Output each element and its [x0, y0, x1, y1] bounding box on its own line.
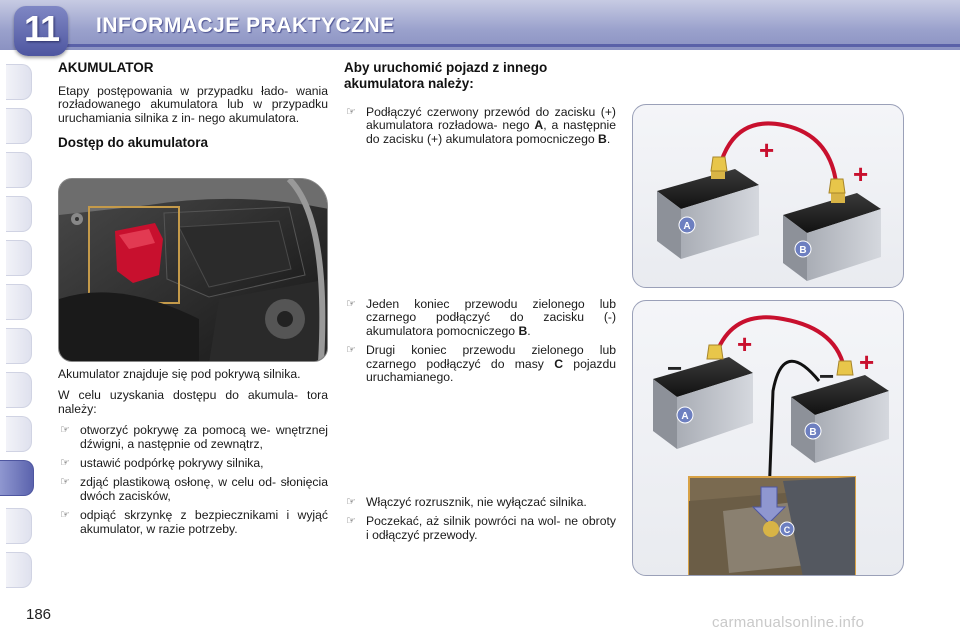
header-underline [60, 44, 960, 47]
section-title: AKUMULATOR [58, 60, 154, 75]
minus-sign: − [819, 361, 835, 391]
side-tab-11-active[interactable] [0, 460, 34, 496]
side-tab-1[interactable] [6, 64, 32, 100]
list-item: ☞ otworzyć pokrywę za pomocą we- wnętrznej dźwigni, a następnie od zewnątrz, [60, 423, 328, 451]
access-steps-list [58, 424, 328, 536]
ground-point-inset [689, 477, 855, 576]
figure-red-cable [632, 104, 904, 288]
label-b: B [809, 427, 817, 438]
access-title: Dostęp do akumulatora [58, 135, 209, 151]
label-a: A [683, 221, 691, 232]
chapter-side-tabs [0, 64, 34, 584]
hand-pointer-icon: ☞ [346, 496, 356, 508]
hand-pointer-icon: ☞ [60, 457, 70, 470]
battery-diagram-1 [633, 105, 904, 288]
side-tab-12[interactable] [6, 508, 32, 544]
battery-a [657, 167, 759, 259]
left-column-lower [58, 368, 328, 542]
watermark: carmanualsonline.info [712, 614, 865, 631]
side-tab-8[interactable] [6, 372, 32, 408]
engine-bay-illustration [59, 179, 328, 362]
chapter-number: 11 [23, 8, 59, 49]
intro-text: Etapy postępowania w przypadku łado- wania rozładowanego akumulatora lub w przypadku uruchamiania silnika z in- nego akumulatora. [58, 84, 328, 125]
list-item: ☞ Drugi koniec przewodu zielonego lub czarnego podłączyć do masy C pojazdu uruchamianego. [346, 343, 617, 385]
plus-sign: + [853, 159, 869, 189]
plus-sign: + [737, 329, 753, 359]
left-column [58, 60, 328, 160]
battery-b [791, 375, 889, 463]
clamp-a-icon [711, 157, 727, 171]
jump-steps-list-3 [344, 496, 616, 542]
figure-ground-cable [632, 300, 904, 576]
label-a: A [681, 411, 689, 422]
jump-start-title: Aby uruchomić pojazd z innego akumulatora należy: [344, 60, 548, 91]
middle-block-2 [344, 298, 616, 390]
side-tab-4[interactable] [6, 196, 32, 232]
jump-steps-list-2 [344, 298, 616, 384]
plus-sign: + [759, 135, 775, 165]
battery-b [783, 191, 881, 281]
battery-diagram-2 [633, 301, 904, 576]
hand-pointer-icon: ☞ [346, 344, 356, 357]
page-number: 186 [26, 606, 52, 623]
hand-pointer-icon: ☞ [346, 106, 356, 118]
jump-steps-list-1 [344, 106, 616, 146]
side-tab-6[interactable] [6, 284, 32, 320]
access-intro-text: W celu uzyskania dostępu do akumula- tora należy: [58, 388, 328, 416]
list-item: ☞ Jeden koniec przewodu zielonego lub czarnego podłączyć do zacisku (-) akumulatora pomocniczego B. [346, 297, 616, 338]
list-item: ☞ Podłączyć czerwony przewód do zacisku (+) akumulatora rozładowa- nego A, a następnie do zacisku (+) akumulatora pomocniczego B. [346, 105, 617, 146]
clamp-b-icon [829, 179, 845, 193]
hand-pointer-icon: ☞ [60, 424, 70, 437]
list-item: ☞ Poczekać, aż silnik powróci na wol- ne obroty i odłączyć przewody. [346, 514, 616, 542]
battery-location-text: Akumulator znajduje się pod pokrywą silnika. [58, 367, 301, 381]
side-tab-9[interactable] [6, 416, 32, 452]
hand-pointer-icon: ☞ [346, 515, 356, 528]
middle-column [344, 60, 616, 152]
side-tab-13[interactable] [6, 552, 32, 588]
side-tab-5[interactable] [6, 240, 32, 276]
middle-block-3 [344, 496, 616, 548]
list-item: ☞ Włączyć rozrusznik, nie wyłączać silnika. [346, 495, 587, 509]
hand-pointer-icon: ☞ [60, 476, 70, 489]
label-b: B [799, 245, 807, 256]
hand-pointer-icon: ☞ [60, 509, 70, 522]
hand-pointer-icon: ☞ [346, 298, 356, 310]
list-item: ☞ odpiąć skrzynkę z bezpiecznikami i wyjąć akumulator, w razie potrzeby. [60, 508, 328, 536]
list-item: ☞ ustawić podpórkę pokrywy silnika, [60, 456, 264, 471]
list-item: ☞ zdjąć plastikową osłonę, w celu od- słonięcia dwóch zacisków, [60, 475, 328, 503]
side-tab-3[interactable] [6, 152, 32, 188]
side-tab-2[interactable] [6, 108, 32, 144]
minus-sign: − [667, 353, 683, 383]
plus-sign: + [859, 347, 875, 377]
clamp-b-icon [837, 361, 853, 375]
engine-bay-photo [58, 178, 328, 362]
side-tab-7[interactable] [6, 328, 32, 364]
page-title: INFORMACJE PRAKTYCZNE [96, 14, 395, 37]
label-c: C [783, 525, 791, 535]
clamp-a-icon [707, 345, 723, 359]
